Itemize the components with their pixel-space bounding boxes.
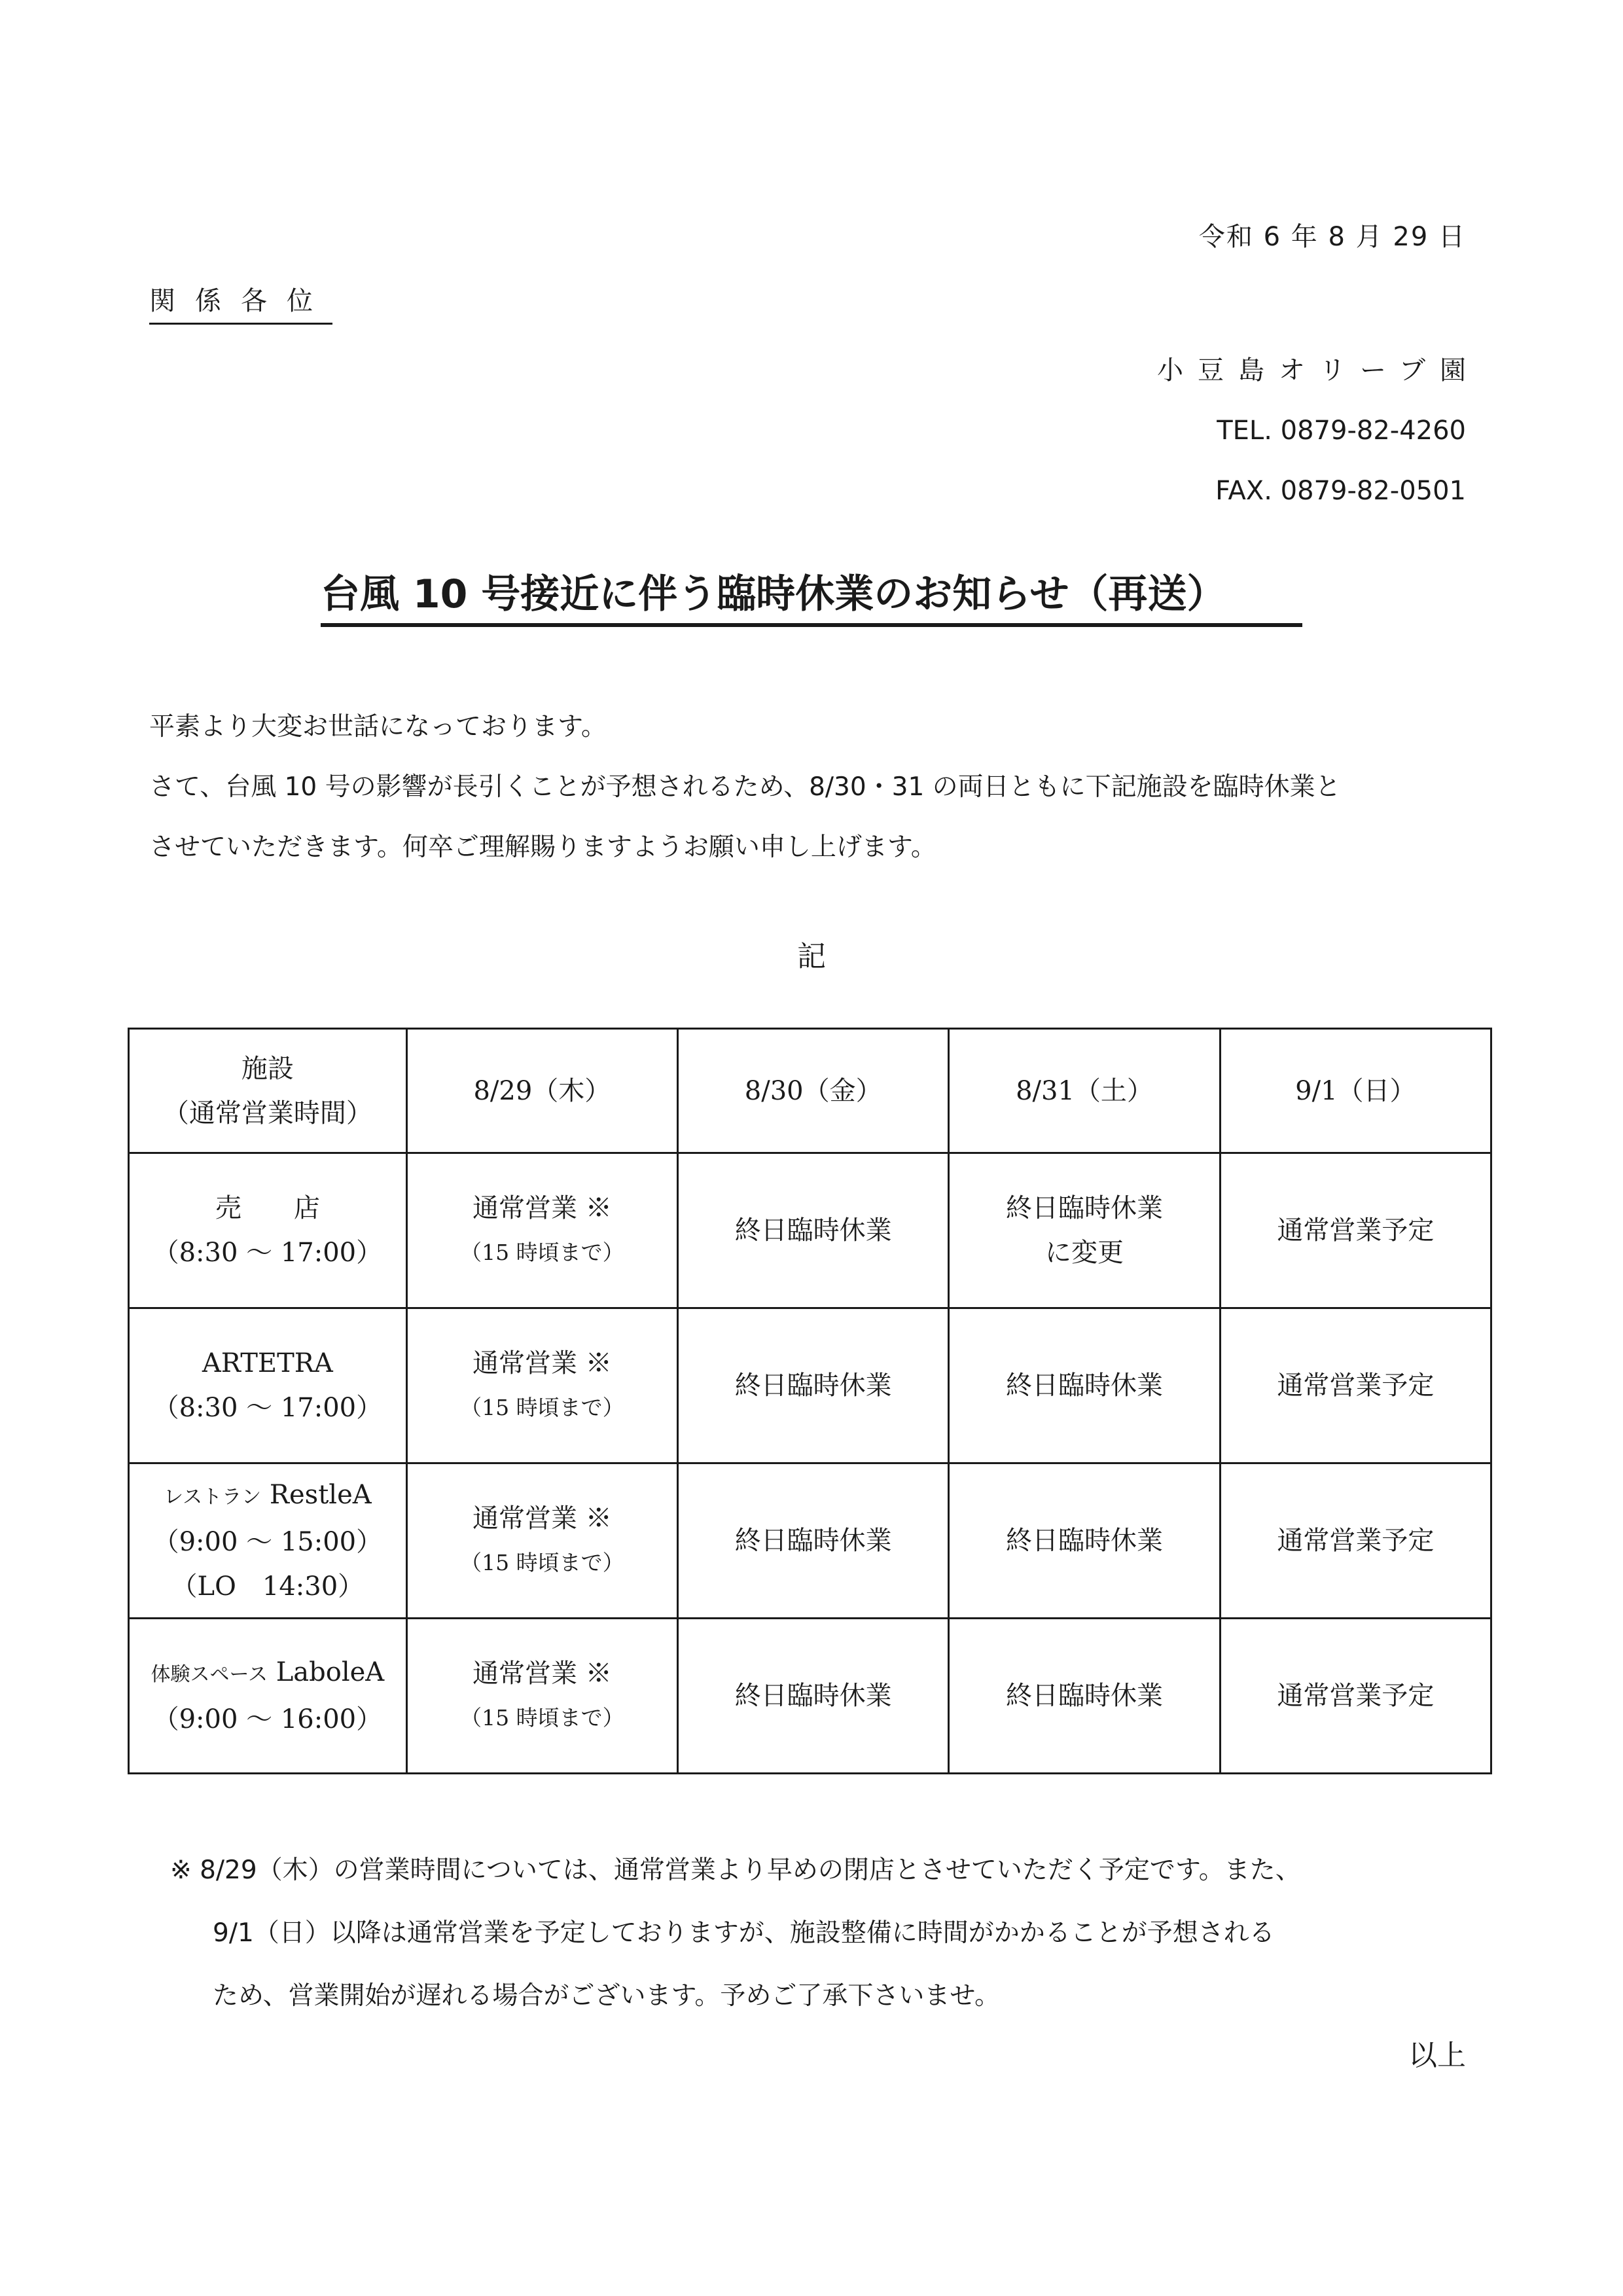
ki-marker: 記 [797,940,826,973]
status-cell: 終日臨時休業 [678,1308,949,1463]
facility-hours: （8:30 ～ 17:00） [152,1393,383,1423]
intro-line: 平素より大変お世話になっております。 [149,712,607,742]
status-cell: 終日臨時休業 に変更 [949,1153,1220,1308]
status-cell: 終日臨時休業 [949,1619,1220,1774]
footnote-line: 9/1（日）以降は通常営業を予定しておりますが、施設整備に時間がかかることが予想される [213,1918,1275,1948]
header-date: 8/29（木） [406,1029,677,1153]
sender-tel: TEL. 0879-82-4260 [1217,416,1466,446]
facility-hours: （8:30 ～ 17:00） [152,1238,383,1268]
status-cell: 通常営業 ※ （15 時頃まで） [406,1619,677,1774]
footnote-line: ため、営業開始が遅れる場合がございます。予めご了承下さいませ。 [213,1981,1001,2011]
facility-hours: （9:00 ～ 16:00） [152,1704,383,1734]
facility-name: 体験スペース LaboleA [151,1657,385,1687]
status-cell: 通常営業 ※ （15 時頃まで） [406,1153,677,1308]
status-cell: 終日臨時休業 [678,1463,949,1619]
footnote [170,1839,1479,2028]
table-row [129,1619,1491,1774]
status-cell: 通常営業 ※ （15 時頃まで） [406,1308,677,1463]
document-date: 令和 6 年 8 月 29 日 [1198,222,1466,252]
table-row [129,1308,1491,1463]
facility-hours: （9:00 ～ 15:00） [152,1527,383,1557]
sender-organization: 小豆島オリーブ園 [1157,355,1480,386]
table-row [129,1153,1491,1308]
notice-title: 台風 10 号接近に伴う臨時休業のお知らせ（再送） [321,563,1302,627]
sender-block [1157,340,1480,521]
header-facility: 施設 （通常営業時間） [129,1029,407,1153]
sender-fax: FAX. 0879-82-0501 [1215,476,1466,506]
facility-cell [129,1308,407,1463]
facility-name: 売 店 [215,1193,320,1223]
status-cell: 終日臨時休業 [678,1619,949,1774]
intro-line: させていただきます。何卒ご理解賜りますようお願い申し上げます。 [149,833,936,862]
footnote-line: ※ 8/29（木）の営業時間については、通常営業より早めの閉店とさせていただく予定です。また、 [170,1856,1301,1885]
closure-schedule-table [128,1028,1492,1774]
status-cell: 通常営業予定 [1220,1619,1491,1774]
header-date: 8/31（土） [949,1029,1220,1153]
intro-paragraph [149,697,1497,878]
facility-cell [129,1463,407,1619]
table-row [129,1463,1491,1619]
status-cell: 通常営業 ※ （15 時頃まで） [406,1463,677,1619]
table-header-row [129,1029,1491,1153]
status-cell: 終日臨時休業 [678,1153,949,1308]
status-cell: 通常営業予定 [1220,1153,1491,1308]
addressee: 関係各位 [149,280,332,325]
status-cell: 通常営業予定 [1220,1308,1491,1463]
status-cell: 通常営業予定 [1220,1463,1491,1619]
closing-remark: 以上 [1408,2039,1466,2072]
facility-last-order: （LO 14:30） [171,1571,365,1602]
status-cell: 終日臨時休業 [949,1308,1220,1463]
header-date: 9/1（日） [1220,1029,1491,1153]
header-date: 8/30（金） [678,1029,949,1153]
facility-cell [129,1153,407,1308]
intro-line: さて、台風 10 号の影響が長引くことが予想されるため、8/30・31 の両日ともに下記施設を臨時休業と [149,772,1341,802]
status-cell: 終日臨時休業 [949,1463,1220,1619]
facility-name: レストラン RestleA [164,1480,372,1510]
facility-cell [129,1619,407,1774]
facility-name: ARTETRA [202,1348,333,1378]
